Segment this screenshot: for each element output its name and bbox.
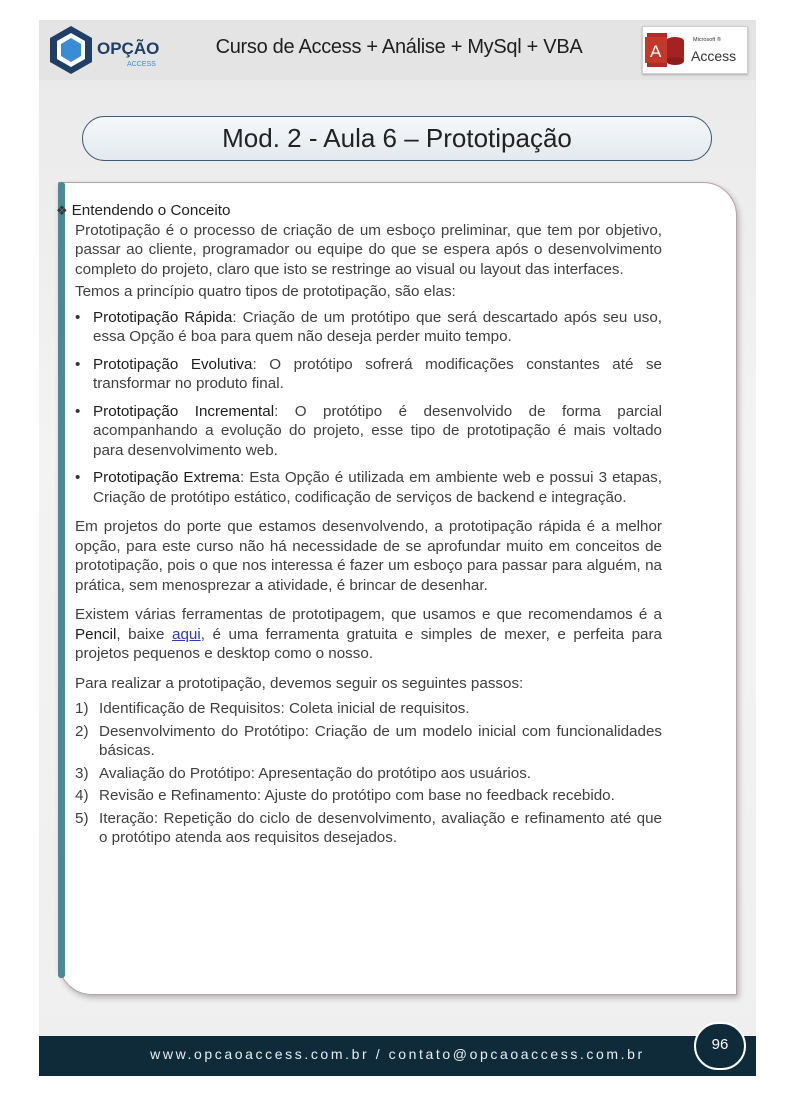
- access-letter: A: [650, 42, 662, 61]
- logo-brand: OPÇÃO: [97, 39, 160, 58]
- step-text: Iteração: Repetição do ciclo de desenvolvimento, avaliação e refinamento até que o protótipo atenda aos requisitos desejados.: [99, 809, 662, 846]
- page-number: 96: [711, 1036, 729, 1053]
- step-text: Revisão e Refinamento: Ajuste do protótipo com base no feedback recebido.: [99, 787, 615, 804]
- list-item: [75, 786, 662, 806]
- step-number: 1): [75, 700, 89, 717]
- list-item: [75, 468, 662, 507]
- type-desc: : Esta Opção é utilizada em ambiente web e possui 3 etapas, Criação de protótipo estático, codificação de serviços de backend e integração.: [93, 469, 662, 506]
- type-term: Prototipação Extrema: [93, 469, 240, 486]
- step-text: Desenvolvimento do Protótipo: Criação de um modelo inicial com funcionalidades básicas.: [99, 722, 662, 759]
- page-number-badge: [694, 1022, 746, 1070]
- lesson-content: [56, 201, 662, 851]
- list-item: [75, 809, 662, 848]
- list-item: [75, 402, 662, 461]
- page-footer: [39, 1036, 756, 1076]
- page-header: [39, 20, 756, 80]
- download-link[interactable]: aqui: [172, 625, 201, 643]
- tool-pencil: Pencil: [75, 625, 117, 643]
- step-text: Identificação de Requisitos: Coleta inicial de requisitos.: [99, 700, 470, 717]
- intro-paragraph: Prototipação é o processo de criação de um esboço preliminar, que tem por objetivo, passar ao cliente, programador ou equipe do que se espera após o desenvolvimento completo do projeto, claro que isto se restringe ao visual ou layout das interfaces.: [75, 221, 662, 278]
- access-word: Access: [691, 48, 737, 64]
- section-heading: [56, 201, 662, 221]
- step-number: 4): [75, 787, 89, 804]
- list-item: [75, 699, 662, 719]
- logo-brand-sub: ACCESS: [127, 61, 156, 68]
- step-number: 2): [75, 722, 89, 740]
- course-title: Curso de Access + Análise + MySql + VBA: [215, 36, 583, 58]
- opcao-access-logo: [45, 24, 175, 76]
- type-desc: : O protótipo sofrerá modificações constantes até se transformar no produto final.: [93, 355, 663, 392]
- prototyping-types-list: [56, 308, 662, 508]
- list-item: [75, 722, 662, 761]
- tools-paragraph: [56, 605, 662, 664]
- projects-paragraph: Em projetos do porte que estamos desenvolvendo, a prototipação rápida é a melhor opção, para este curso não há necessidade de se aprofundar muito em conceitos de prototipação, pois o que nos interessa é fazer um esboço para passar para alguém, na prática, sem menosprezar a atividade, é brincar de desenhar.: [75, 518, 662, 594]
- four-diamond-icon: ❖: [56, 203, 68, 218]
- section-heading-text: Entendendo o Conceito: [71, 202, 231, 219]
- type-term: Prototipação Evolutiva: [93, 355, 253, 373]
- list-item: [75, 764, 662, 784]
- type-desc: : Criação de um protótipo que será descartado após seu uso, essa Opção é boa para quem não deseja perder muito tempo.: [93, 308, 663, 345]
- list-item: [75, 355, 662, 394]
- footer-contact: www.opcaoaccess.com.br / contato@opcaoaccess.com.br: [150, 1046, 645, 1062]
- steps-intro: Para realizar a prototipação, devemos seguir os seguintes passos:: [75, 674, 524, 692]
- tools-text-3: , é uma ferramenta gratuita e simples de mexer, e perfeita para projetos pequenos e desktop como o nosso.: [75, 625, 663, 662]
- type-term: Prototipação Rápida: [93, 308, 233, 326]
- type-desc: : O protótipo é desenvolvido de forma parcial acompanhando a evolução do projeto, esse tipo de prototipação é mais voltado para desenvolvimento web.: [93, 402, 663, 459]
- microsoft-access-badge: [642, 26, 748, 74]
- step-number: 5): [75, 809, 89, 827]
- list-item: [75, 308, 662, 347]
- tools-text-2: , baixe: [116, 625, 173, 643]
- step-number: 3): [75, 764, 89, 782]
- tools-text-1: Existem várias ferramentas de prototipagem, que usamos e que recomendamos é a: [75, 606, 662, 623]
- access-microsoft: Microsoft ®: [693, 37, 721, 43]
- step-text: Avaliação do Protótipo: Apresentação do protótipo aos usuários.: [99, 764, 532, 782]
- type-term: Prototipação Incremental: [93, 402, 275, 420]
- prototyping-steps-list: [56, 699, 662, 848]
- lesson-title: Mod. 2 - Aula 6 – Prototipação: [82, 116, 712, 161]
- types-intro: Temos a princípio quatro tipos de prototipação, são elas:: [75, 283, 456, 300]
